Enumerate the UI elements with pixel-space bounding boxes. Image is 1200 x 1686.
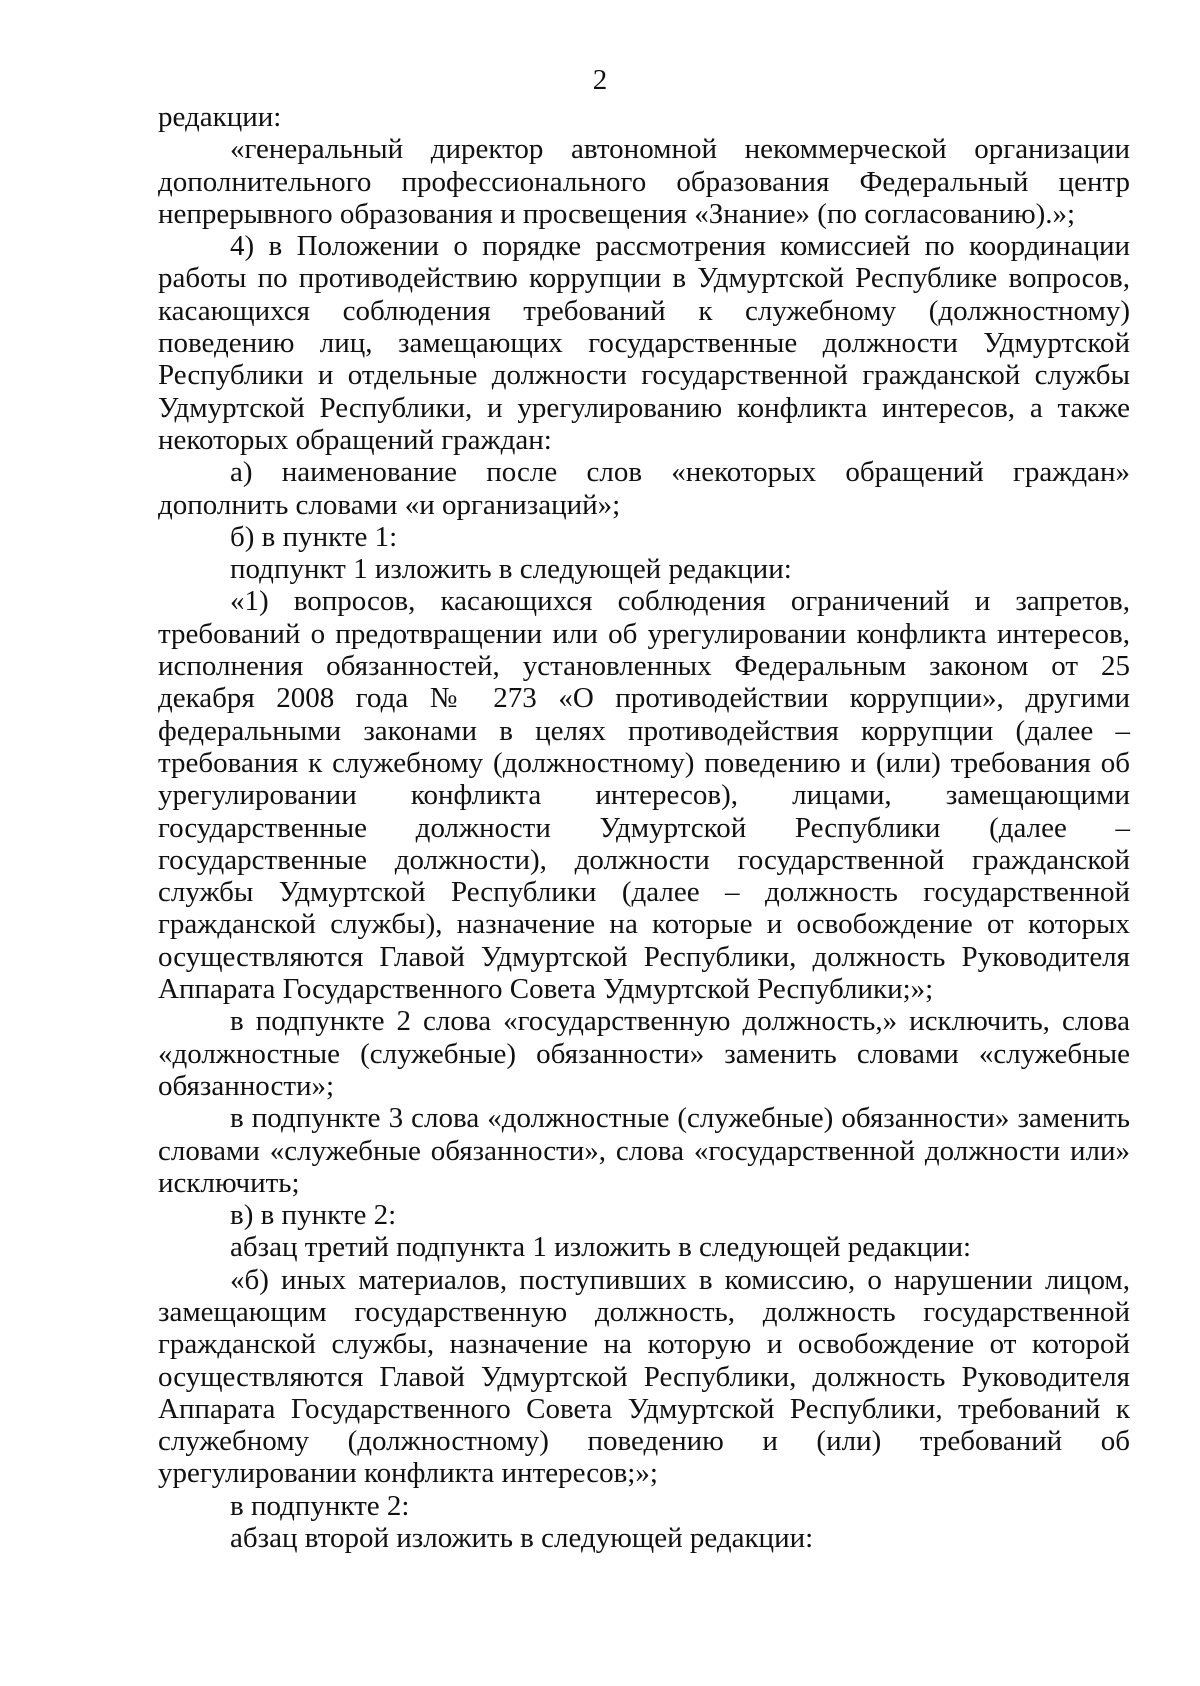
paragraph: абзац второй изложить в следующей редакции: <box>230 1522 814 1555</box>
paragraph: в подпункте 2: <box>230 1489 410 1522</box>
paragraph: в) в пункте 2: <box>230 1199 397 1232</box>
paragraph: б) в пункте 1: <box>230 520 398 553</box>
paragraph: в подпункте 3 слова «должностные (служебные) обязанности» заменить словами «служебные обязанности», слова «государственной должности или» исключить; <box>158 1102 1130 1199</box>
paragraph: 4) в Положении о порядке рассмотрения комиссией по координации работы по противодействию коррупции в Удмуртской Республике вопросов, касающихся соблюдения требований к служебному (должностному) поведению лиц, замещающих государственные должности Удмуртской Республики и отдельные должности государственной гражданской службы Удмуртской Республики, и урегулированию конфликта интересов, а также некоторых обращений граждан: <box>158 230 1130 456</box>
paragraph: «б) иных материалов, поступивших в комиссию, о нарушении лицом, замещающим государственную должность, должность государственной гражданской службы, назначение на которую и освобождение от которой осуществляются Главой Удмуртской Республики, должность Руководителя Аппарата Государственного Совета Удмуртской Республики, требований к служебному (должностному) поведению и (или) требований об урегулировании конфликта интересов;»; <box>158 1263 1130 1490</box>
document-body <box>158 101 1130 1554</box>
paragraph: в подпункте 2 слова «государственную должность,» исключить, слова «должностные (служебные) обязанности» заменить словами «служебные обязанности»; <box>158 1005 1130 1102</box>
paragraph: редакции: <box>158 101 282 133</box>
paragraph: «1) вопросов, касающихся соблюдения ограничений и запретов, требований о предотвращении или об урегулировании конфликта интересов, исполнения обязанностей, установленных Федеральным законом от 25 декабря 2008 года № 273 «О противодействии коррупции», другими федеральными законами в целях противодействия коррупции (далее – требования к служебному (должностному) поведению и (или) требования об урегулировании конфликта интересов), лицами, замещающими государственные должности Удмуртской Республики (далее – государственные должности), должности государственной гражданской службы Удмуртской Республики (далее – должность государственной гражданской службы), назначение на которые и освобождение от которых осуществляются Главой Удмуртской Республики, должность Руководителя Аппарата Государственного Совета Удмуртской Республики;»; <box>158 585 1130 1006</box>
paragraph: подпункт 1 изложить в следующей редакции: <box>230 553 792 586</box>
paragraph: абзац третий подпункта 1 изложить в следующей редакции: <box>230 1231 972 1264</box>
paragraph: «генеральный директор автономной некоммерческой организации дополнительного профессионального образования Федеральный центр непрерывного образования и просвещения «Знание» (по согласованию).»; <box>158 133 1130 230</box>
page-number: 2 <box>592 64 608 96</box>
paragraph: а) наименование после слов «некоторых обращений граждан» дополнить словами «и организаций»; <box>158 456 1130 521</box>
